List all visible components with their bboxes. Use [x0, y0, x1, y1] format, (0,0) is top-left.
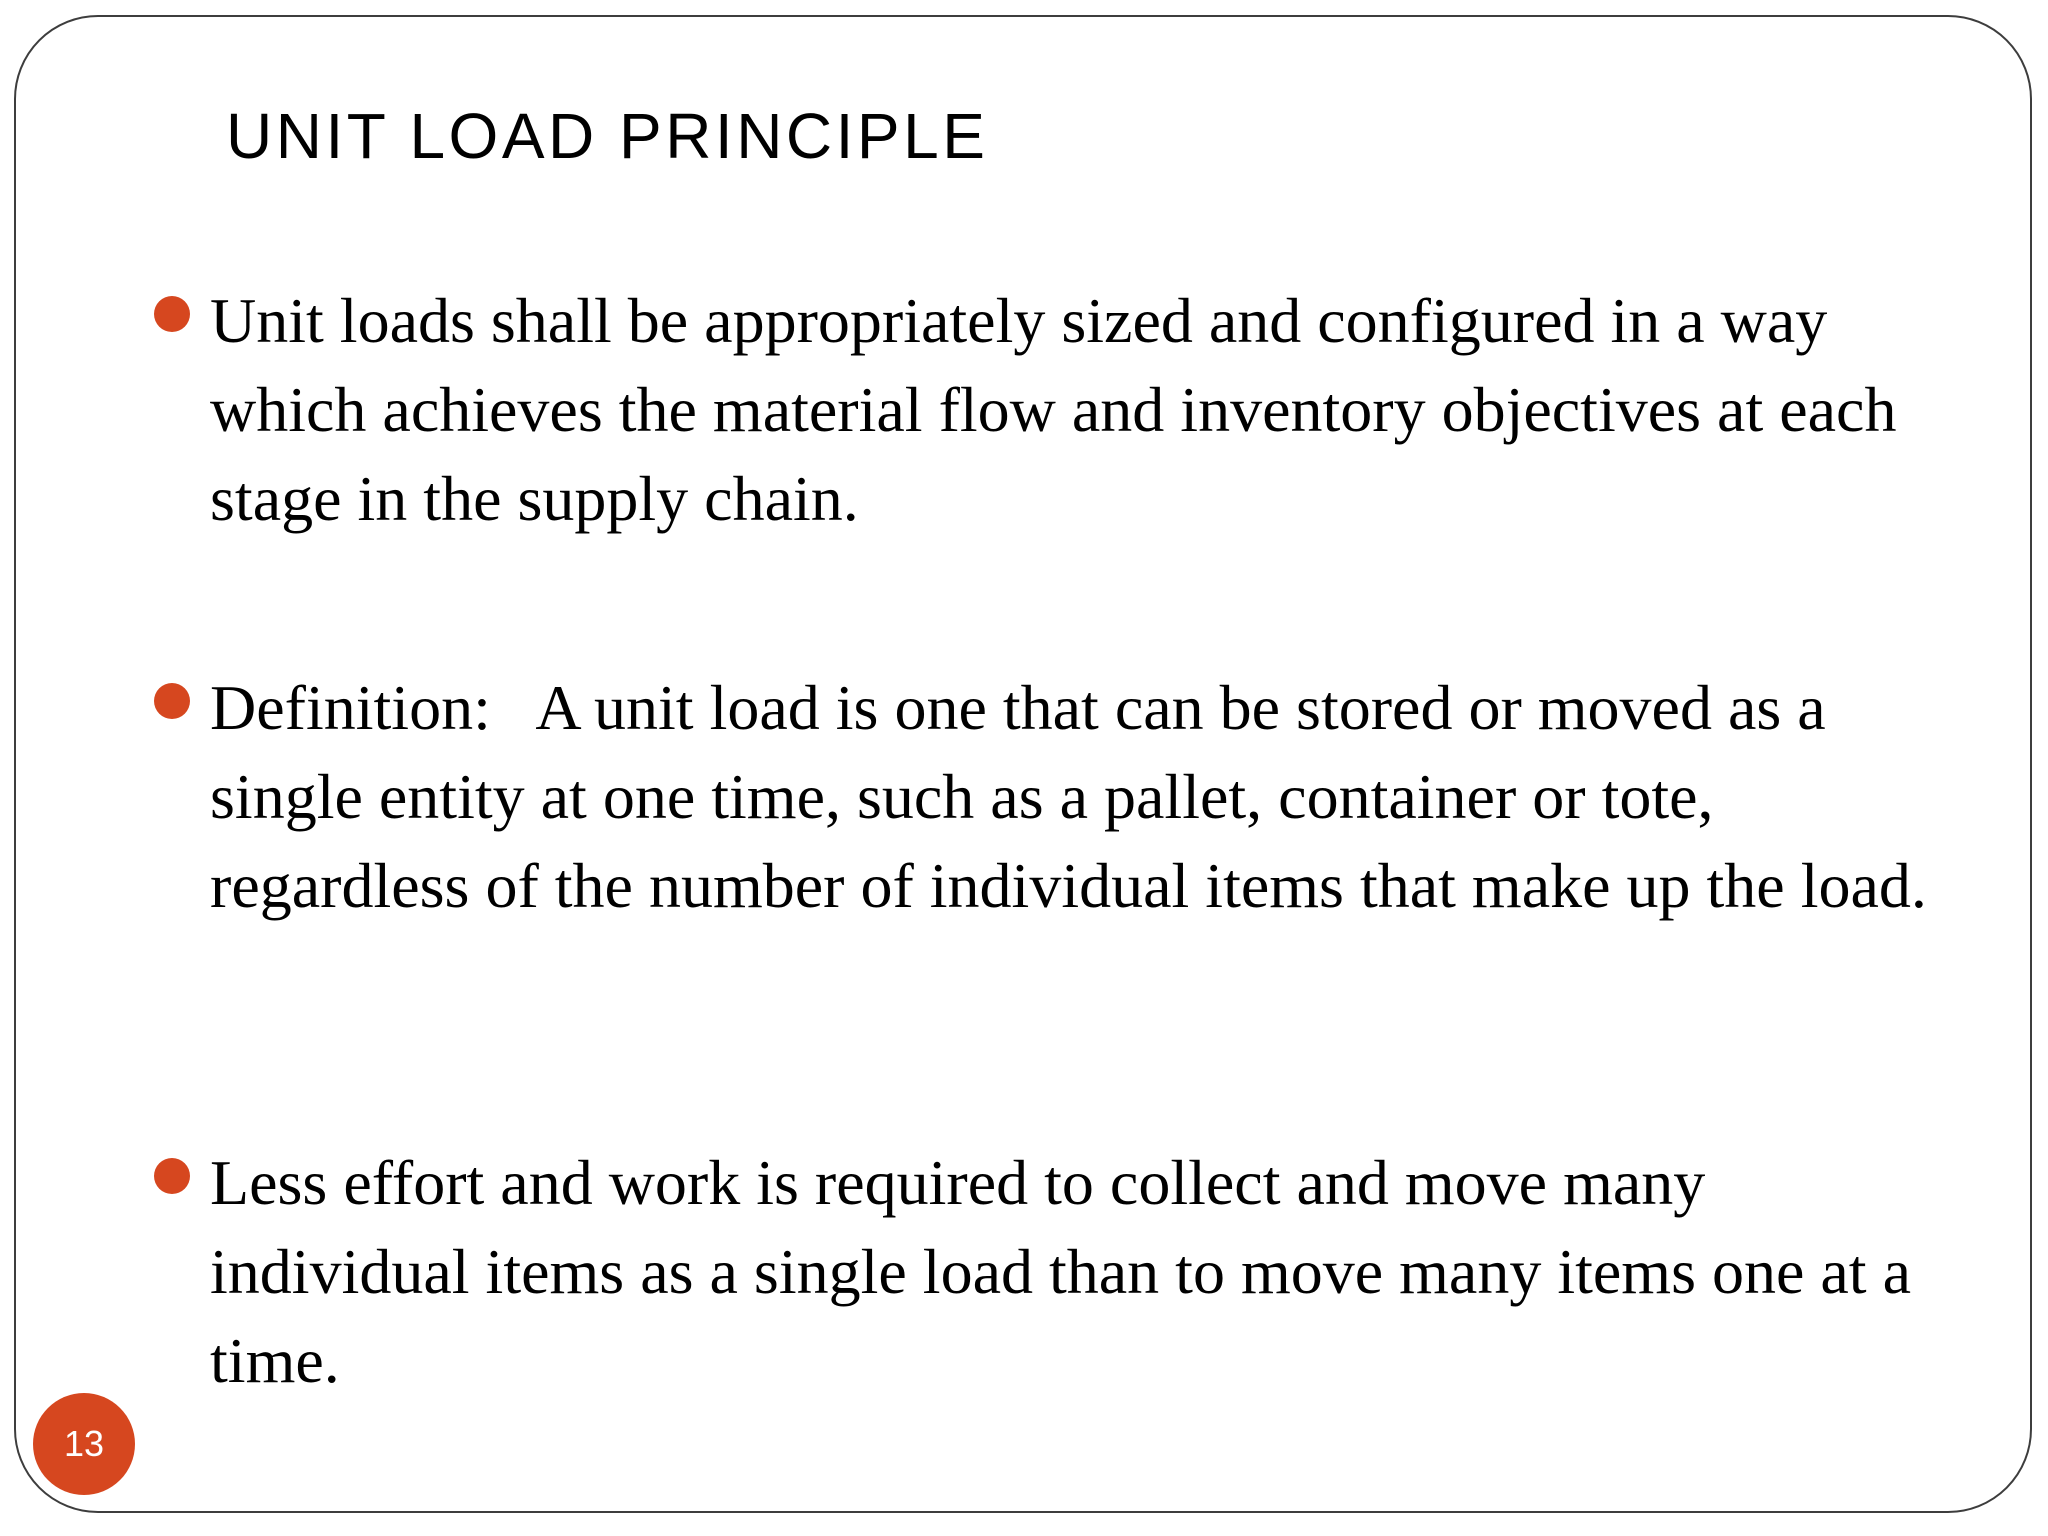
page-number: 13 — [63, 1423, 105, 1464]
bullet-item-definition — [210, 663, 1930, 930]
slide-title: UNIT LOAD PRINCIPLE — [226, 100, 989, 172]
bullet-item-unit-loads — [210, 276, 1930, 543]
page-number-badge — [33, 1393, 135, 1495]
bullet-text: Unit loads shall be appropriately sized and configured in a way which achieves the material flow and inventory objectives at each stage in the supply chain. — [210, 285, 1897, 534]
bullet-dot-icon — [154, 1158, 190, 1194]
bullet-dot-icon — [154, 296, 190, 332]
bullet-dot-icon — [154, 683, 190, 719]
bullet-item-less-effort — [210, 1138, 1930, 1405]
bullet-text: Definition: A unit load is one that can be stored or moved as a single entity at one time, such as a pallet, container or tote, regardless of the number of individual items that make up the load. — [210, 672, 1927, 921]
bullet-text: Less effort and work is required to collect and move many individual items as a single load than to move many items one at a time. — [210, 1147, 1911, 1396]
